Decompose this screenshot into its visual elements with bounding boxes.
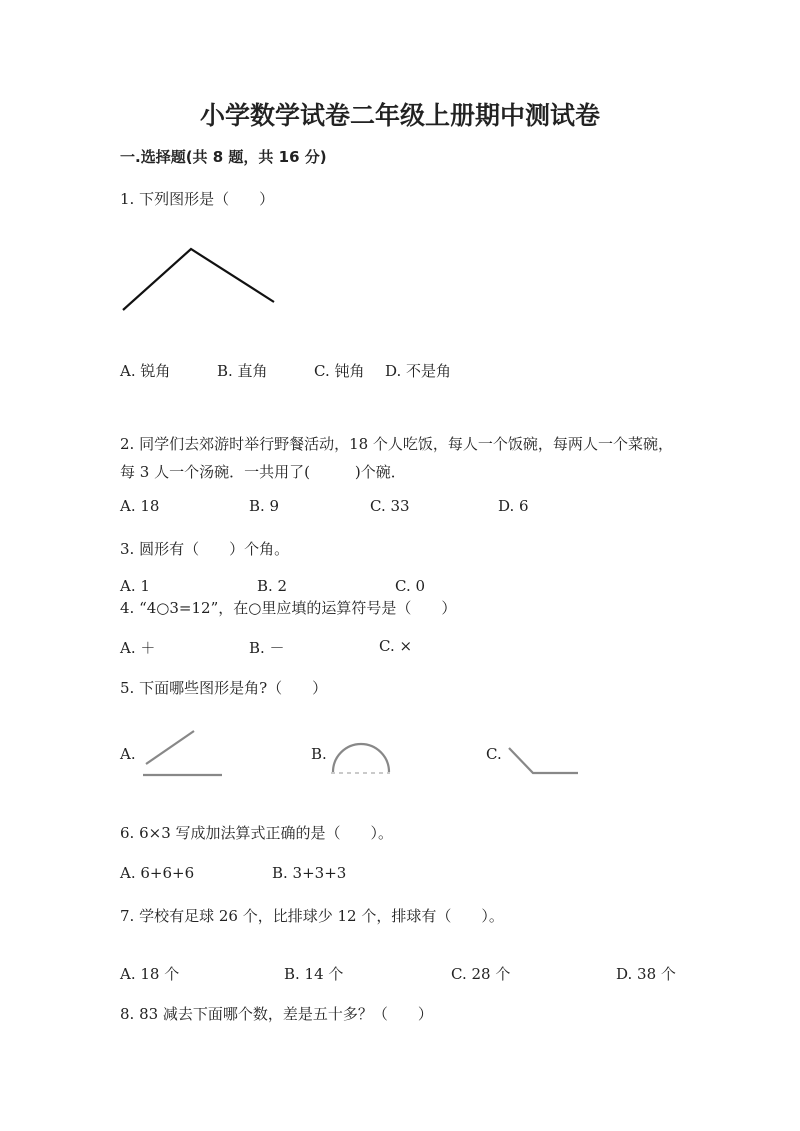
question-3-option-a[interactable]: A. 1 xyxy=(120,577,150,595)
question-4-option-b[interactable]: B. － xyxy=(249,639,285,657)
question-2-option-d[interactable]: D. 6 xyxy=(498,497,529,515)
question-5-stem: 5. 下面哪些图形是角?（ ） xyxy=(120,679,328,697)
question-4-stem: 4. “4○3=12”，在○里应填的运算符号是（ ） xyxy=(120,599,457,617)
question-1-option-d[interactable]: D. 不是角 xyxy=(385,362,452,380)
question-2-option-c[interactable]: C. 33 xyxy=(370,497,410,515)
question-2-option-a[interactable]: A. 18 xyxy=(120,497,160,515)
page-title: 小学数学试卷二年级上册期中测试卷 xyxy=(199,101,600,130)
question-7-option-a[interactable]: A. 18 个 xyxy=(120,965,180,983)
question-6-option-a[interactable]: A. 6+6+6 xyxy=(120,864,195,882)
question-4-option-c[interactable]: C. × xyxy=(379,637,413,655)
question-7-option-b[interactable]: B. 14 个 xyxy=(284,965,344,983)
question-6-option-b[interactable]: B. 3+3+3 xyxy=(272,864,347,882)
question-1-option-a[interactable]: A. 锐角 xyxy=(120,362,171,380)
question-3-option-b[interactable]: B. 2 xyxy=(257,577,288,595)
section-heading: 一.选择题(共 8 题，共 16 分) xyxy=(120,148,327,166)
question-1-option-b[interactable]: B. 直角 xyxy=(217,362,268,380)
question-6-stem: 6. 6×3 写成加法算式正确的是（ ）。 xyxy=(120,824,394,842)
question-8-stem: 8. 83 减去下面哪个数，差是五十多？（ ） xyxy=(120,1005,433,1023)
question-1-option-c[interactable]: C. 钝角 xyxy=(314,362,365,380)
question-3-option-c[interactable]: C. 0 xyxy=(395,577,426,595)
question-7-option-c[interactable]: C. 28 个 xyxy=(451,965,511,983)
question-7-stem: 7. 学校有足球 26 个，比排球少 12 个，排球有（ ）。 xyxy=(120,907,504,925)
question-4-option-a[interactable]: A. ＋ xyxy=(120,639,156,657)
question-2-option-b[interactable]: B. 9 xyxy=(249,497,280,515)
question-7-option-d[interactable]: D. 38 个 xyxy=(616,965,676,983)
question-2-stem: 2. 同学们去郊游时举行野餐活动，18 个人吃饭，每人一个饭碗，每两人一个菜碗，每 3 人一个汤碗．一共用了( )个碗． xyxy=(120,435,673,481)
question-1-stem: 1. 下列图形是（ ） xyxy=(120,190,275,208)
question-5-option-b[interactable]: B. xyxy=(311,745,327,763)
question-5-option-a[interactable]: A. xyxy=(120,745,136,763)
question-5-option-c[interactable]: C. xyxy=(486,745,502,763)
question-3-stem: 3. 圆形有（ ）个角。 xyxy=(120,540,290,558)
